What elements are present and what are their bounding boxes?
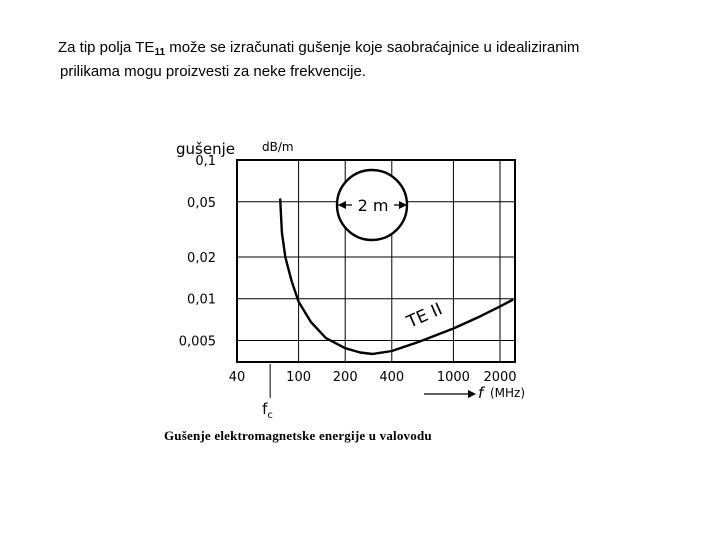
x-tick-label-2: 200 xyxy=(332,370,358,385)
cutoff-label-subscript: c xyxy=(267,410,273,421)
intro-subscript: 11 xyxy=(154,47,166,58)
x-tick-label-3: 400 xyxy=(379,370,405,385)
y-tick-labels xyxy=(179,154,216,350)
x-axis-arrowhead xyxy=(468,390,476,398)
y-axis-unit: dB/m xyxy=(262,140,294,154)
intro-line-2: prilikama mogu proizvesti za neke frekvencije. xyxy=(60,63,366,80)
x-axis-unit: (MHz) xyxy=(490,386,526,400)
intro-text-end: može se izračunati gušenje koje saobraćajnice u idealiziranim xyxy=(165,39,580,56)
y-axis-label: gušenje xyxy=(176,140,235,158)
series-label-te: TE II xyxy=(403,299,446,333)
x-tick-label-0: 40 xyxy=(228,370,246,385)
y-tick-label-1: 0,05 xyxy=(187,195,216,211)
y-tick-label-0: 0,1 xyxy=(195,154,216,169)
dimension-label: 2 m xyxy=(357,196,389,215)
intro-text-start: Za tip polja TE xyxy=(58,39,155,56)
x-tick-labels xyxy=(229,370,517,385)
waveguide-circle-annotation xyxy=(337,170,407,240)
y-tick-label-4: 0,005 xyxy=(178,334,216,350)
figure-caption: Gušenje elektromagnetske energije u valovodu xyxy=(164,428,432,443)
x-axis-label: f xyxy=(478,384,484,402)
x-tick-label-5: 2000 xyxy=(483,370,517,385)
y-tick-label-2: 0,02 xyxy=(187,250,216,266)
cutoff-label-f: f xyxy=(262,400,268,418)
cutoff-label xyxy=(262,400,273,421)
x-tick-label-4: 1000 xyxy=(436,370,470,385)
x-tick-label-1: 100 xyxy=(286,370,312,385)
y-tick-label-3: 0,01 xyxy=(187,292,216,308)
